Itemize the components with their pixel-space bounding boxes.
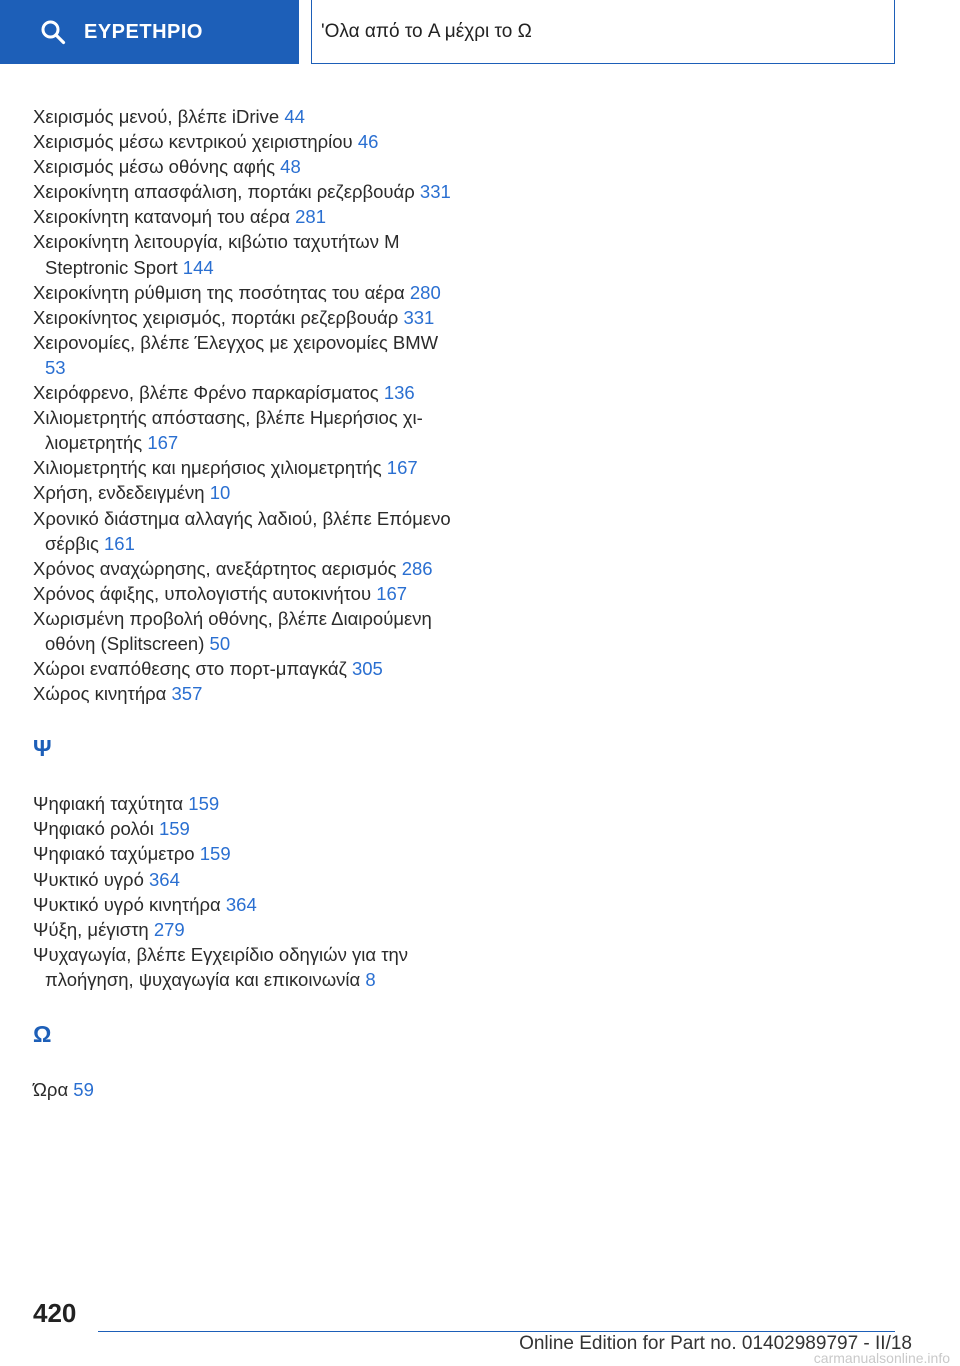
index-entry xyxy=(33,455,453,480)
index-entry xyxy=(33,480,453,505)
index-entry-text: Χρονικό διάστημα αλλαγής λαδιού, βλέπε Επόμενο σέρβις xyxy=(33,507,451,554)
index-entry-text: Χιλιομετρητής απόστασης, βλέπε Ημερήσιος χιλιομετρητής xyxy=(33,407,423,454)
page-link[interactable]: 59 xyxy=(73,1079,94,1100)
page-link[interactable]: 331 xyxy=(403,306,435,328)
page-link[interactable]: 50 xyxy=(209,632,231,654)
page-link[interactable]: 144 xyxy=(182,256,214,278)
index-entry xyxy=(33,405,453,455)
index-entry xyxy=(33,154,453,179)
page-link[interactable]: 281 xyxy=(295,206,327,228)
index-list xyxy=(33,104,453,1102)
index-entry-text: Χειρισμός μέσω κεντρικού χειριστηρίου xyxy=(33,131,353,153)
index-entry-text: Ψηφιακό ταχύμετρο xyxy=(33,843,195,865)
page-link[interactable]: 159 xyxy=(199,843,231,865)
index-entry-text: Χειροκίνητος χειρισμός, πορτάκι ρεζερβουάρ xyxy=(33,306,399,328)
page-link[interactable]: 364 xyxy=(225,893,257,915)
index-entry-text: Ψυκτικό υγρό xyxy=(33,868,144,890)
search-icon xyxy=(40,19,66,45)
page-link[interactable]: 167 xyxy=(386,457,418,479)
page-link[interactable]: 286 xyxy=(401,557,433,579)
index-entry-text: Ψυκτικό υγρό κινητήρα xyxy=(33,893,221,915)
page-link[interactable]: 279 xyxy=(153,918,185,940)
index-entry xyxy=(33,104,453,129)
index-entry-text: Χρόνος αναχώρησης, ανεξάρτητος αερισμός xyxy=(33,557,397,579)
page-link[interactable]: 10 xyxy=(209,482,231,504)
index-search-button[interactable] xyxy=(0,0,299,64)
index-entry-text: Χειροκίνητη λειτουργία, κιβώτιο ταχυτήτων M Steptronic Sport xyxy=(33,231,400,278)
index-entry xyxy=(33,280,453,305)
section-letter-omega: Ω xyxy=(33,1021,52,1047)
page-link[interactable]: 48 xyxy=(280,156,301,178)
index-entry-text: Ψυχαγωγία, βλέπε Εγχειρίδιο οδηγιών για την πλοήγηση, ψυχαγωγία και επικοινωνία xyxy=(33,943,409,990)
index-entry xyxy=(33,841,453,866)
footer-divider xyxy=(98,1331,895,1332)
page-link[interactable]: 167 xyxy=(147,432,179,454)
index-entry xyxy=(33,791,453,816)
index-entry-text: Χρόνος άφιξης, υπολογιστής αυτοκινήτου xyxy=(33,582,372,604)
index-entry-text: Χώρος κινητήρα xyxy=(33,683,167,705)
page-link[interactable]: 167 xyxy=(376,582,408,604)
page-link[interactable]: 280 xyxy=(409,281,441,303)
index-entry-text: Ψύξη, μέγιστη xyxy=(33,918,149,940)
index-entry-text: Χωρισμένη προβολή οθόνης, βλέπε Διαιρούμενη οθόνη (Splitscreen) xyxy=(33,607,432,654)
page-number: 420 xyxy=(33,1298,77,1328)
page-link[interactable]: 161 xyxy=(104,532,135,554)
index-entry xyxy=(33,606,453,656)
index-entry xyxy=(33,892,453,917)
top-bar xyxy=(0,0,960,66)
page-link[interactable]: 136 xyxy=(383,382,415,404)
index-entry xyxy=(33,917,453,942)
index-entry xyxy=(33,380,453,405)
edition-info: Online Edition for Part no. 01402989797 - II/18 xyxy=(519,1333,912,1354)
index-group-psi xyxy=(33,791,453,992)
page-link[interactable]: 44 xyxy=(284,106,305,127)
index-entry xyxy=(33,656,453,681)
index-group-omega xyxy=(33,1077,453,1102)
watermark: carmanualsonline.info xyxy=(813,1350,950,1366)
index-entry xyxy=(33,229,453,279)
page-link[interactable]: 331 xyxy=(419,181,451,203)
index-entry-text: Χειρισμός μενού, βλέπε iDrive xyxy=(33,106,280,127)
index-entry-text: Χιλιομετρητής και ημερήσιος χιλιομετρητής xyxy=(33,457,382,479)
page-link[interactable]: 364 xyxy=(149,868,180,890)
index-entry-text: Χειρόφρενο, βλέπε Φρένο παρκαρίσματος xyxy=(33,382,379,404)
index-entry xyxy=(33,1077,453,1102)
index-entry xyxy=(33,305,453,330)
index-entry xyxy=(33,681,453,706)
index-entry xyxy=(33,506,453,556)
index-entry xyxy=(33,556,453,581)
section-letter-psi: Ψ xyxy=(33,735,52,762)
page-link[interactable]: 8 xyxy=(365,968,376,990)
page-link[interactable]: 46 xyxy=(357,131,379,153)
index-entry-text: Ψηφιακό ρολόι xyxy=(33,818,154,840)
index-label: ΕΥΡΕΤΗΡΙΟ xyxy=(84,20,203,43)
index-entry xyxy=(33,816,453,841)
index-entry xyxy=(33,942,453,992)
index-entry-text: Χειροκίνητη ρύθμιση της ποσότητας του αέρα xyxy=(33,281,405,303)
page-link[interactable]: 159 xyxy=(158,818,190,840)
index-entry-text: Χρήση, ενδεδειγμένη xyxy=(33,482,205,504)
page-link[interactable]: 53 xyxy=(45,356,66,378)
index-entry-text: Χειρισμός μέσω οθόνης αφής xyxy=(33,156,276,178)
page-link[interactable]: 159 xyxy=(188,793,220,815)
index-group-chi xyxy=(33,104,453,706)
index-entry xyxy=(33,867,453,892)
page-link[interactable]: 305 xyxy=(351,658,383,680)
index-entry-text: Χειρονομίες, βλέπε Έλεγχος με χειρονομίες BMW xyxy=(33,331,439,353)
index-entry-text: Χειροκίνητη κατανομή του αέρα xyxy=(33,206,290,228)
index-entry xyxy=(33,204,453,229)
index-entry xyxy=(33,330,453,380)
index-entry xyxy=(33,129,453,154)
index-entry-text: Χειροκίνητη απασφάλιση, πορτάκι ρεζερβουάρ xyxy=(33,181,415,203)
index-entry-text: Ώρα xyxy=(33,1079,69,1100)
index-entry xyxy=(33,179,453,204)
index-entry-text: Ψηφιακή ταχύτητα xyxy=(33,793,184,815)
page-link[interactable]: 357 xyxy=(171,683,203,705)
index-entry-text: Χώροι εναπόθεσης στο πορτ-μπαγκάζ xyxy=(33,658,347,680)
section-title: 'Ολα από το A μέχρι το Ω xyxy=(311,0,895,64)
index-entry xyxy=(33,581,453,606)
